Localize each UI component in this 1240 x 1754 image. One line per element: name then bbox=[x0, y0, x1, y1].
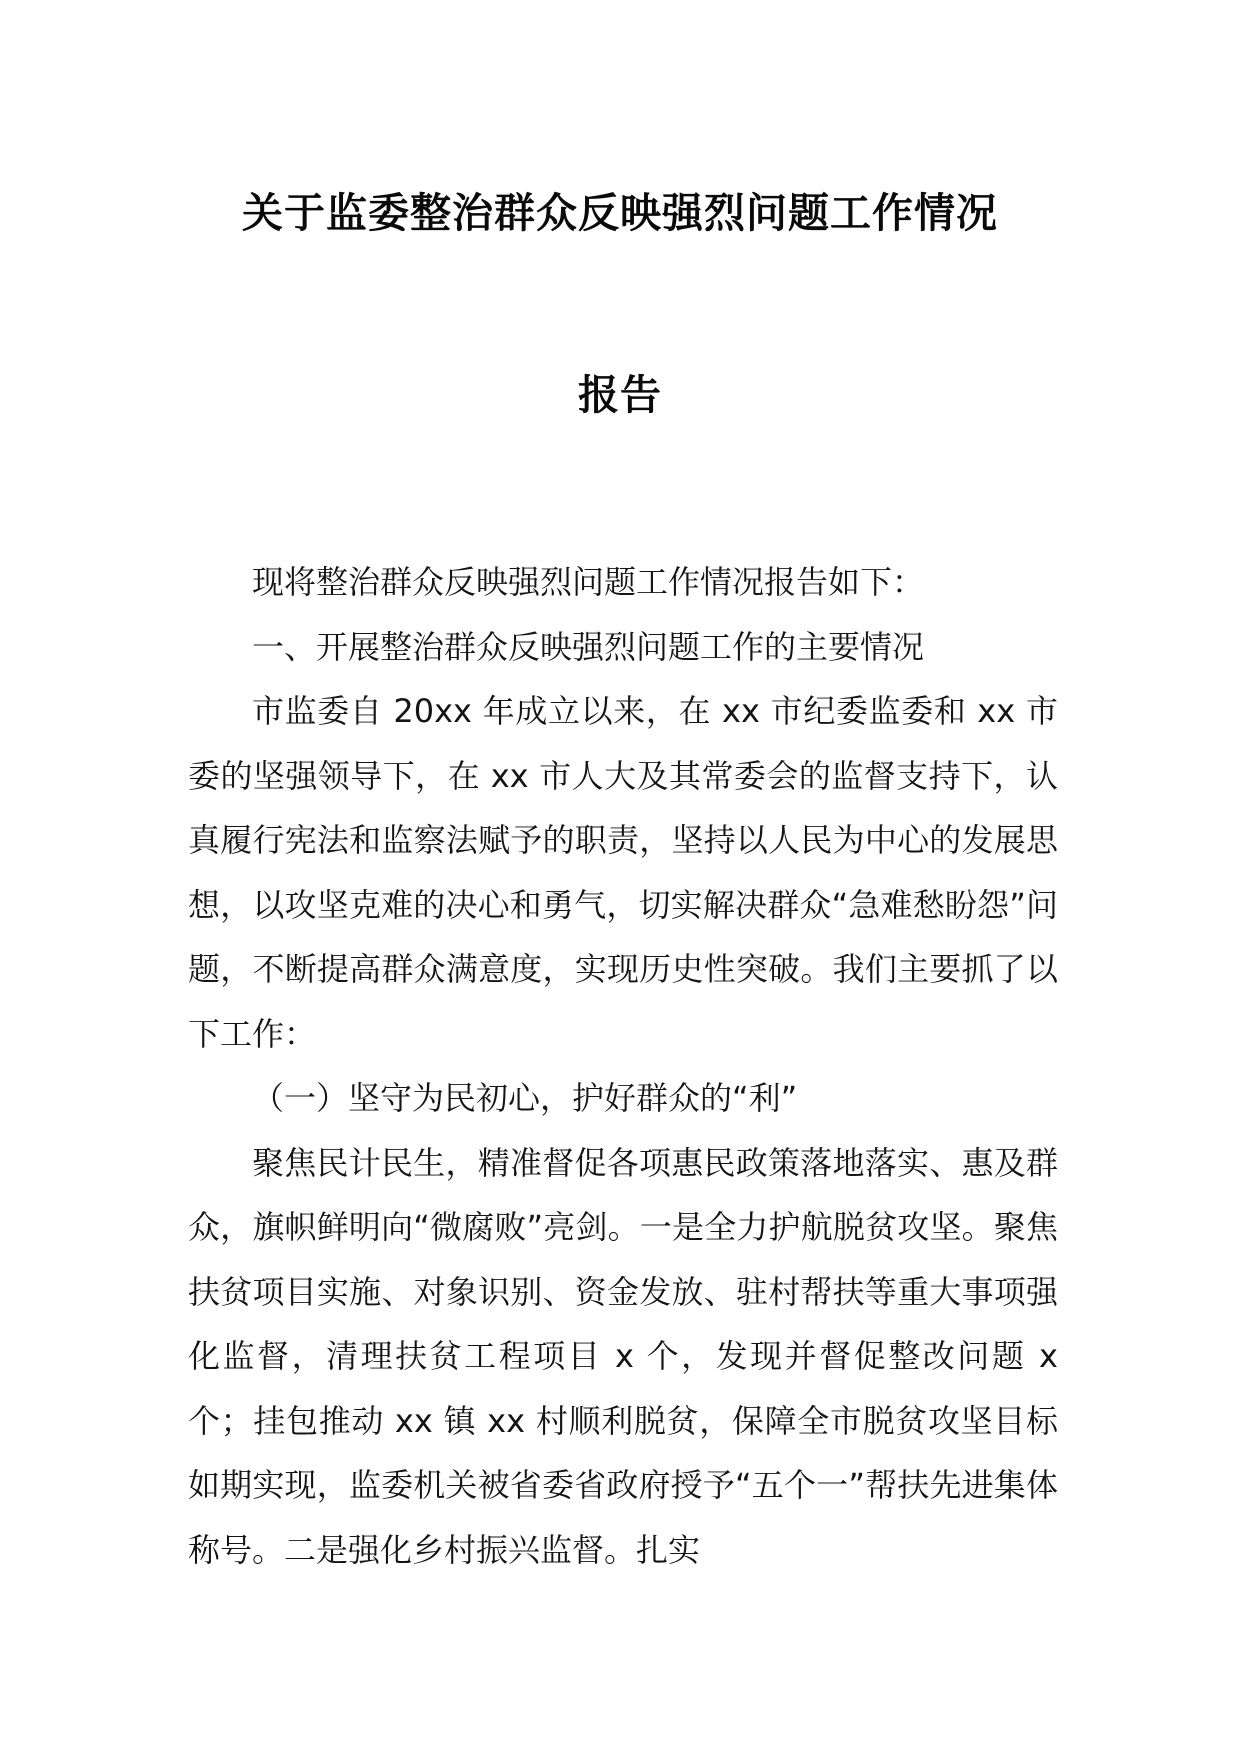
intro-paragraph: 现将整治群众反映强烈问题工作情况报告如下： bbox=[252, 563, 925, 601]
section-heading-1: 一、开展整治群众反映强烈问题工作的主要情况 bbox=[252, 627, 925, 666]
body-paragraph: 聚焦民计民生，精准督促各项惠民政策落地落实、惠及群众，旗帜鲜明向“微腐败”亮剑。一是全力护航脱贫攻坚。聚焦扶贫项目实施、对象识别、资金发放、驻村帮扶等重大事项强化监督，清理扶贫工程项目 x 个，发现并督促整改问题 x 个；挂包推动 xx 镇 xx 村顺利脱贫，保障全市脱贫攻坚目标如期实现，监委机关被省委省政府授予“五个一”帮扶先进集体称号。二是强化乡村振兴监督。扎实 bbox=[188, 1143, 1058, 1569]
subsection-heading-1: （一）坚守为民初心，护好群众的“利” bbox=[252, 1079, 798, 1117]
document-title-line-2: 报告 bbox=[578, 371, 662, 419]
document-title-line-1: 关于监委整治群众反映强烈问题工作情况 bbox=[242, 189, 998, 237]
document-body bbox=[188, 550, 1058, 1582]
body-paragraph: 市监委自 20xx 年成立以来，在 xx 市纪委监委和 xx 市委的坚强领导下，在 xx 市人大及其常委会的监督支持下，认真履行宪法和监察法赋予的职责，坚持以人民为中心的发展思想，以攻坚克难的决心和勇气，切实解决群众“急难愁盼怨”问题，不断提高群众满意度，实现历史性突破。我们主要抓了以下工作： bbox=[188, 692, 1058, 1053]
